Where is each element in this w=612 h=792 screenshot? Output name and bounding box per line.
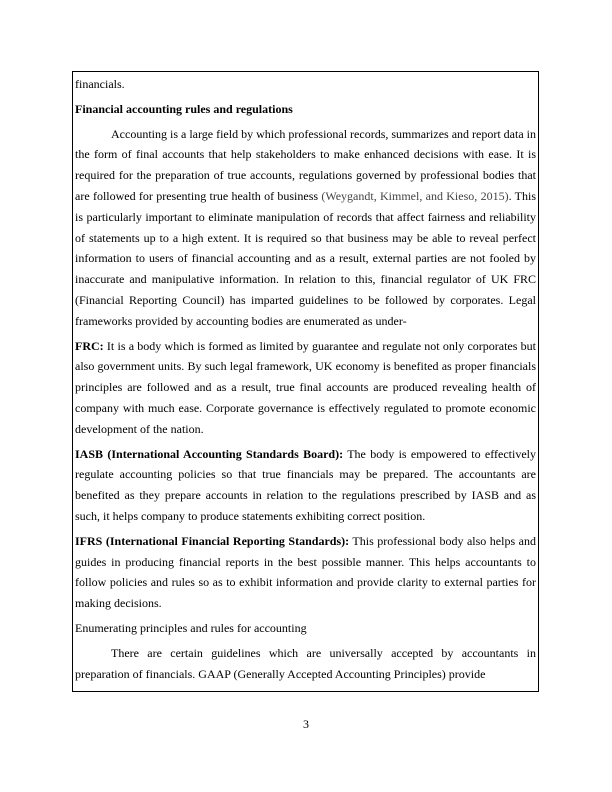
term-label: IFRS (International Financial Reporting Standards): [75, 533, 350, 548]
page-content-frame [72, 71, 539, 692]
term-description: It is a body which is formed as limited by guarantee and regulate not only corporates but also government units. By such legal framework, UK economy is benefited as proper financials principles are followed and as a result, true final accounts are produced revealing health of company with much ease. Corporate governance is effectively regulated to promote economic development of the nation. [75, 338, 536, 436]
citation: (Weygandt, Kimmel, and Kieso, 2015) [321, 188, 509, 203]
paragraph-text: Accounting is a large field by which professional records, summarizes and report data in the form of final accounts that help stakeholders to make enhanced decisions with ease. It is required for the preparation of true accounts, regulations governed by professional bodies that are followed for presenting true health of business [75, 126, 536, 203]
term-description: The body is empowered to effectively regulate accounting policies so that true financials may be prepared. The accountants are benefited as they prepare accounts in relation to the regulations prescribed by IASB and as such, it helps company to produce statements exhibiting correct position. [75, 446, 536, 523]
paragraph-ifrs [75, 531, 536, 614]
term-description: This professional body also helps and guides in producing financial reports in the best possible manner. This helps accountants to follow policies and rules so as to exhibit information and provide clarity to external parties for making decisions. [75, 533, 536, 611]
paragraph-text: . This is particularly important to eliminate manipulation of records that affect fairness and reliability of statements up to a high extent. It is required so that business may be able to reveal perfect information to users of financial accounting and as a result, external parties are not fooled by inaccurate and manipulative information. In relation to this, financial regulator of UK FRC (Financial Reporting Council) has imparted guidelines to be followed by corporates. Legal frameworks provided by accounting bodies are enumerated as under- [75, 188, 536, 328]
paragraph-iasb [75, 444, 536, 527]
paragraph-gaap: There are certain guidelines which are universally accepted by accountants in preparation of financials. GAAP (Generally Accepted Accounting Principles) provide [75, 645, 536, 681]
section-heading-rules: Financial accounting rules and regulations [75, 101, 293, 116]
page-number: 3 [303, 717, 309, 731]
continuation-text: financials. [75, 77, 125, 91]
section-heading-principles: Enumerating principles and rules for accounting [75, 620, 307, 635]
term-label: FRC: [75, 338, 104, 353]
paragraph-frc [75, 336, 536, 440]
term-label: IASB (International Accounting Standards Board): [75, 446, 344, 461]
paragraph-accounting-overview [75, 124, 536, 332]
